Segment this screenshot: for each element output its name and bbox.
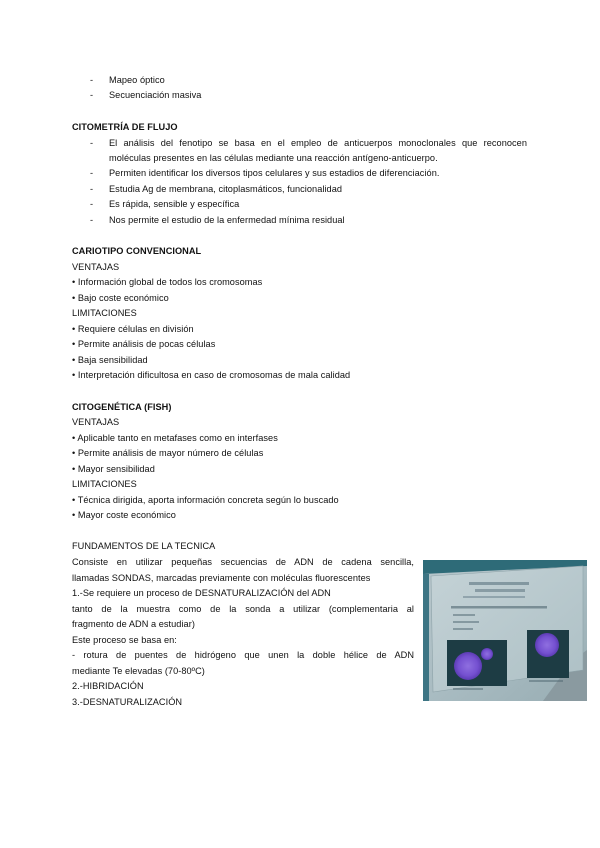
section-heading-fish: CITOGENÉTICA (FISH)	[72, 402, 172, 412]
list-item: El análisis del fenotipo se basa en el empleo de anticuerpos monoclonales que reconocen	[109, 138, 527, 148]
list-item: Es rápida, sensible y específica	[109, 199, 240, 209]
bullet-item: • Requiere células en división	[72, 324, 194, 334]
paragraph-line: llamadas SONDAS, marcadas previamente con moléculas fluorescentes	[72, 573, 371, 583]
paragraph-line: tanto de la muestra como de la sonda a utilizar (complementaria al	[72, 604, 414, 614]
paragraph-line: - rotura de puentes de hidrógeno que unen la doble hélice de ADN	[72, 650, 414, 660]
list-item: Secuenciación masiva	[109, 90, 202, 100]
list-dash: -	[90, 90, 94, 100]
list-dash: -	[90, 215, 94, 225]
list-dash: -	[90, 138, 94, 148]
list-item-continued: moléculas presentes en las células mediante una reacción antígeno-anticuerpo.	[109, 153, 438, 163]
bullet-item: • Permite análisis de mayor número de células	[72, 448, 264, 458]
list-dash: -	[90, 168, 94, 178]
paragraph-line: Este proceso se basa en:	[72, 635, 177, 645]
list-item: Permiten identificar los diversos tipos celulares y sus estadios de diferenciación.	[109, 168, 440, 178]
subheading-ventajas: VENTAJAS	[72, 262, 120, 272]
list-item: Mapeo óptico	[109, 75, 165, 85]
fish-slide-photo	[423, 560, 587, 701]
paragraph-line: mediante Te elevadas (70-80ºC)	[72, 666, 205, 676]
section-heading-citometria: CITOMETRÍA DE FLUJO	[72, 122, 178, 132]
subheading-ventajas: VENTAJAS	[72, 417, 120, 427]
bullet-item: • Bajo coste económico	[72, 293, 169, 303]
bullet-item: • Permite análisis de pocas células	[72, 339, 216, 349]
bullet-item: • Información global de todos los cromosomas	[72, 277, 263, 287]
list-dash: -	[90, 75, 94, 85]
list-dash: -	[90, 199, 94, 209]
bullet-item: • Mayor sensibilidad	[72, 464, 155, 474]
paragraph-line: fragmento de ADN a estudiar)	[72, 619, 195, 629]
bullet-item: • Aplicable tanto en metafases como en interfases	[72, 433, 278, 443]
bullet-item: • Mayor coste económico	[72, 510, 176, 520]
paragraph-line: 3.-DESNATURALIZACIÓN	[72, 697, 183, 707]
paragraph-line: 2.-HIBRIDACIÓN	[72, 681, 144, 691]
bullet-item: • Baja sensibilidad	[72, 355, 148, 365]
paragraph-line: Consiste en utilizar pequeñas secuencias de ADN de cadena sencilla,	[72, 557, 414, 567]
section-heading-cariotipo: CARIOTIPO CONVENCIONAL	[72, 246, 202, 256]
subheading-limitaciones: LIMITACIONES	[72, 308, 137, 318]
bullet-item: • Técnica dirigida, aporta información concreta según lo buscado	[72, 495, 339, 505]
list-item: Nos permite el estudio de la enfermedad mínima residual	[109, 215, 345, 225]
subheading-limitaciones: LIMITACIONES	[72, 479, 137, 489]
list-item: Estudia Ag de membrana, citoplasmáticos, funcionalidad	[109, 184, 343, 194]
list-dash: -	[90, 184, 94, 194]
bullet-item: • Interpretación dificultosa en caso de cromosomas de mala calidad	[72, 370, 351, 380]
paragraph-line: 1.-Se requiere un proceso de DESNATURALIZACIÓN del ADN	[72, 588, 331, 598]
section-heading-fundamentos: FUNDAMENTOS DE LA TECNICA	[72, 541, 216, 551]
